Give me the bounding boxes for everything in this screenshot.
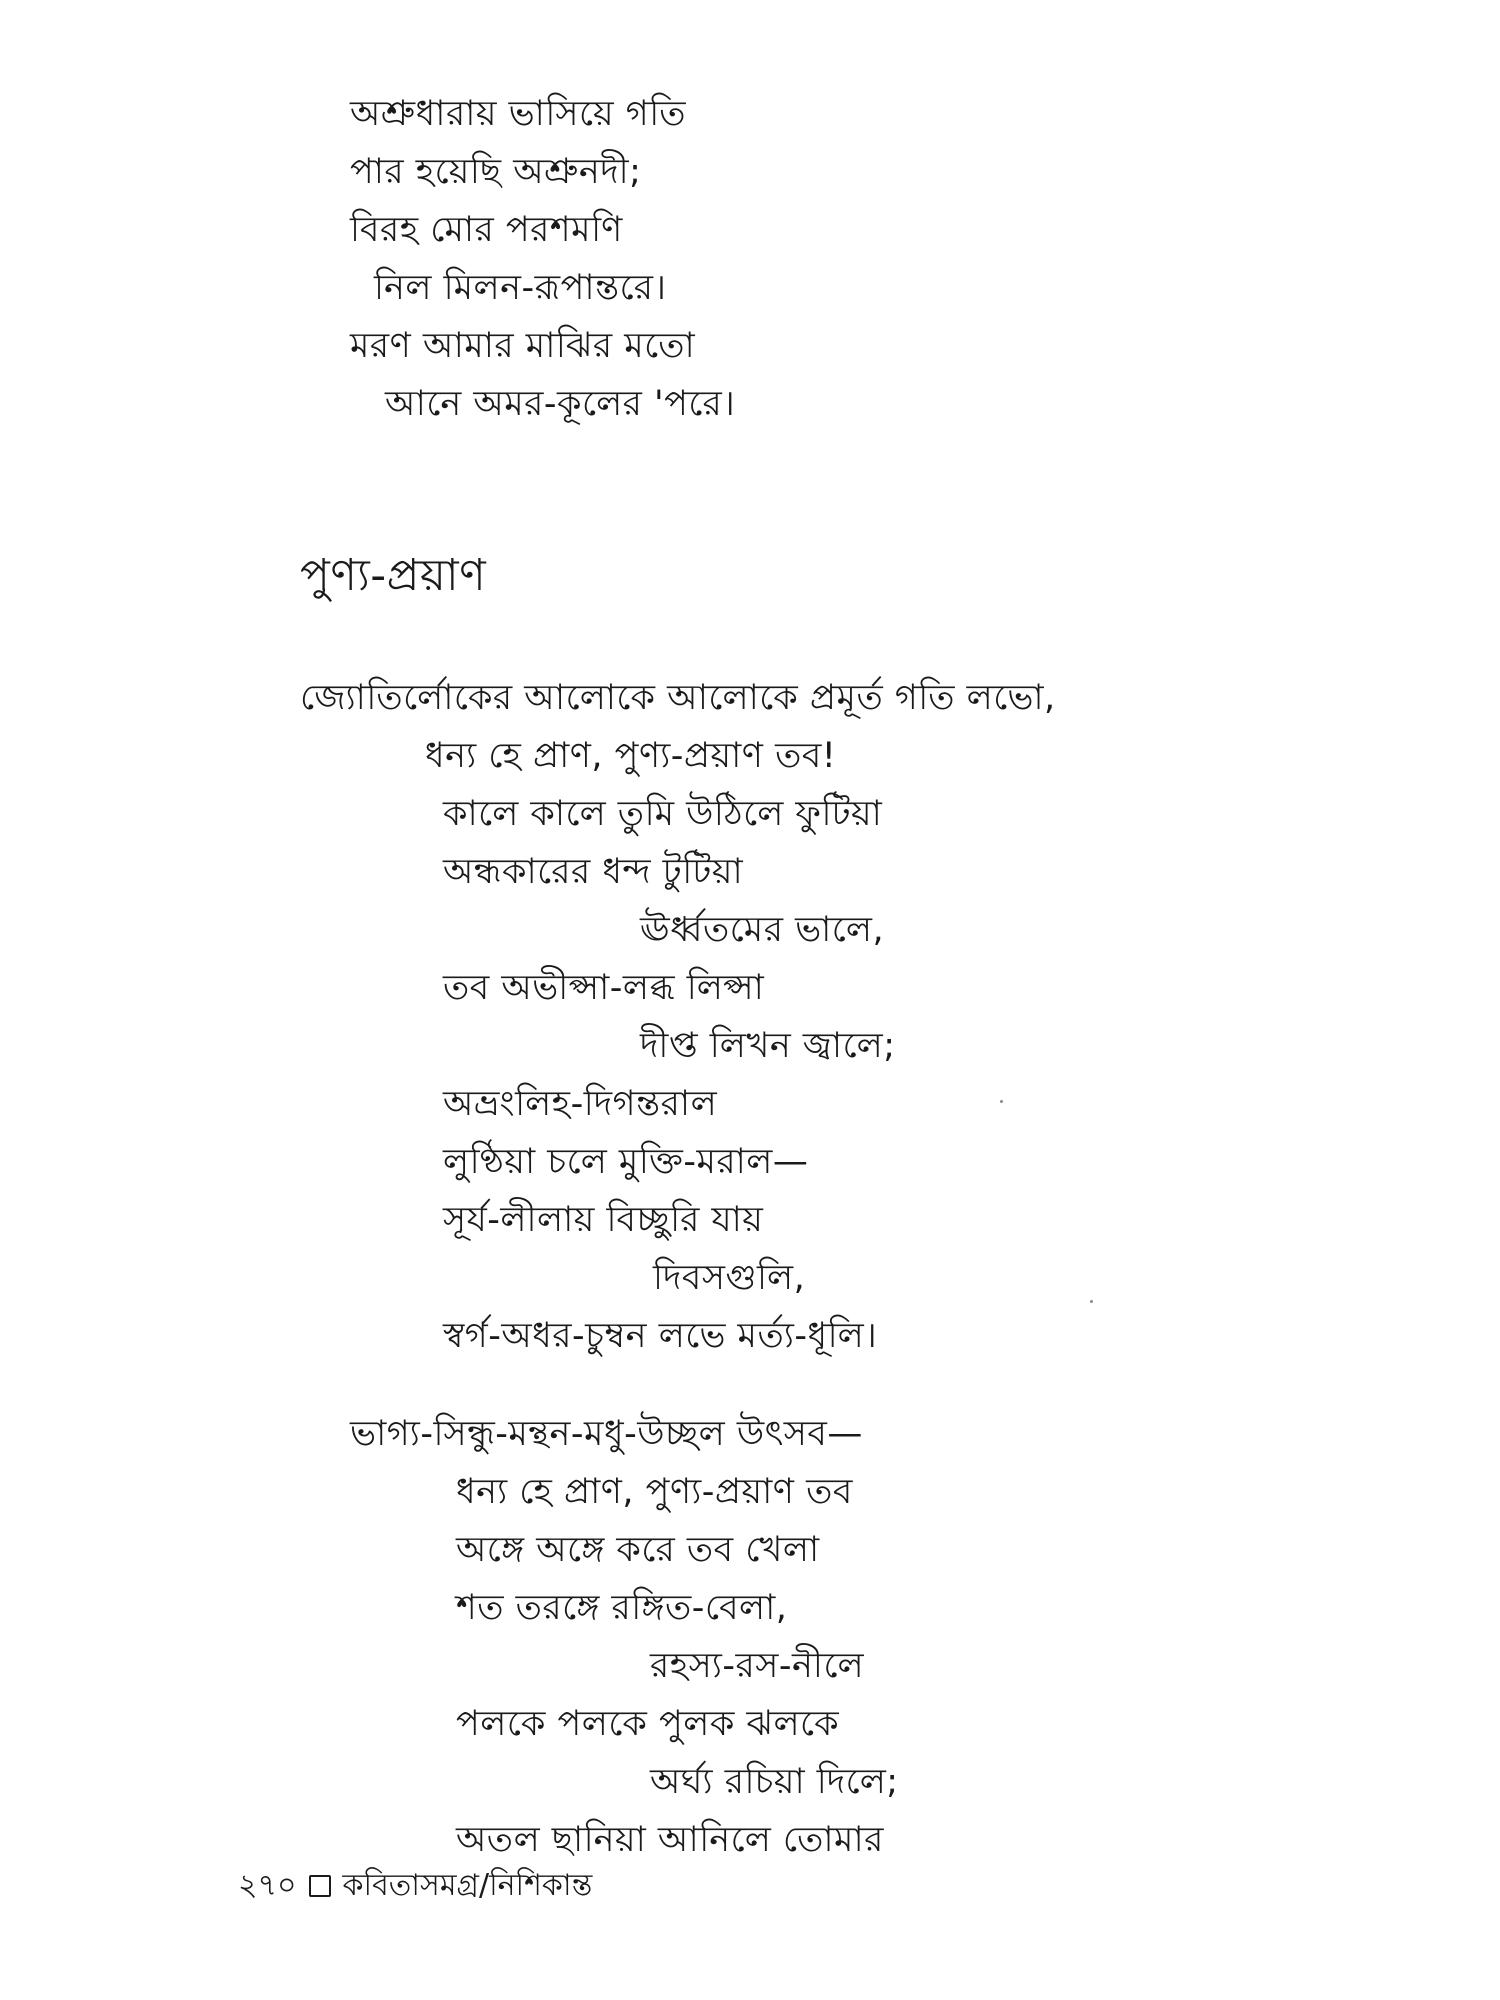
poem-line: পার হয়েছি অশ্রুনদী; — [350, 152, 642, 192]
poem-line: অন্ধকারের ধন্দ টুটিয়া — [443, 852, 744, 892]
page-footer — [238, 1866, 592, 1906]
scan-speck — [1090, 1300, 1093, 1303]
poem-line: অভ্রংলিহ-দিগন্তরাল — [443, 1084, 718, 1124]
poem-line: দিবসগুলি, — [653, 1258, 806, 1298]
poem-line: ঊর্ধ্বতমের ভালে, — [640, 910, 885, 950]
square-box-icon — [309, 1875, 331, 1897]
poem-line: কালে কালে তুমি উঠিলে ফুটিয়া — [443, 794, 883, 834]
scan-speck — [1000, 1100, 1003, 1103]
poem-title: পুণ্য-প্রয়াণ — [300, 550, 487, 601]
poem-line: রহস্য-রস-নীলে — [650, 1646, 865, 1686]
poem-line: পলকে পলকে পুলক ঝলকে — [456, 1704, 840, 1744]
poem-line: ভাগ্য-সিন্ধু-মন্থন-মধু-উচ্ছল উৎসব— — [350, 1414, 863, 1454]
poem-line: সূর্য-লীলায় বিচ্ছুরি যায় — [443, 1200, 764, 1240]
poem-line: অতল ছানিয়া আনিলে তোমার — [456, 1820, 884, 1860]
poem-line: মরণ আমার মাঝির মতো — [350, 326, 696, 366]
book-title: কবিতাসমগ্র/নিশিকান্ত — [342, 1868, 593, 1903]
poem-line: তব অভীপ্সা-লব্ধ লিপ্সা — [443, 968, 765, 1008]
poem-line: ধন্য হে প্রাণ, পুণ্য-প্রয়াণ তব! — [425, 736, 837, 776]
poem-line: নিল মিলন-রূপান্তরে। — [374, 268, 667, 308]
page-number: ২৭০ — [238, 1868, 297, 1903]
poem-line: অশ্রুধারায় ভাসিয়ে গতি — [350, 94, 686, 134]
poem-line: শত তরঙ্গে রঙ্গিত-বেলা, — [456, 1588, 788, 1628]
poem-line: স্বর্গ-অধর-চুম্বন লভে মর্ত্য-ধূলি। — [443, 1316, 878, 1356]
poem-line: জ্যোতির্লোকের আলোকে আলোকে প্রমূর্ত গতি লভো, — [300, 678, 1056, 718]
poem-line: বিরহ মোর পরশমণি — [350, 210, 623, 250]
poem-line: আনে অমর-কূলের 'পরে। — [385, 384, 736, 424]
poem-line: ধন্য হে প্রাণ, পুণ্য-প্রয়াণ তব — [456, 1472, 853, 1512]
poem-line: দীপ্ত লিখন জ্বালে; — [640, 1026, 896, 1066]
poem-line: অঙ্গে অঙ্গে করে তব খেলা — [456, 1530, 820, 1570]
poem-line: অর্ঘ্য রচিয়া দিলে; — [650, 1762, 899, 1802]
poem-line: লুণ্ঠিয়া চলে মুক্তি-মরাল— — [443, 1142, 809, 1182]
